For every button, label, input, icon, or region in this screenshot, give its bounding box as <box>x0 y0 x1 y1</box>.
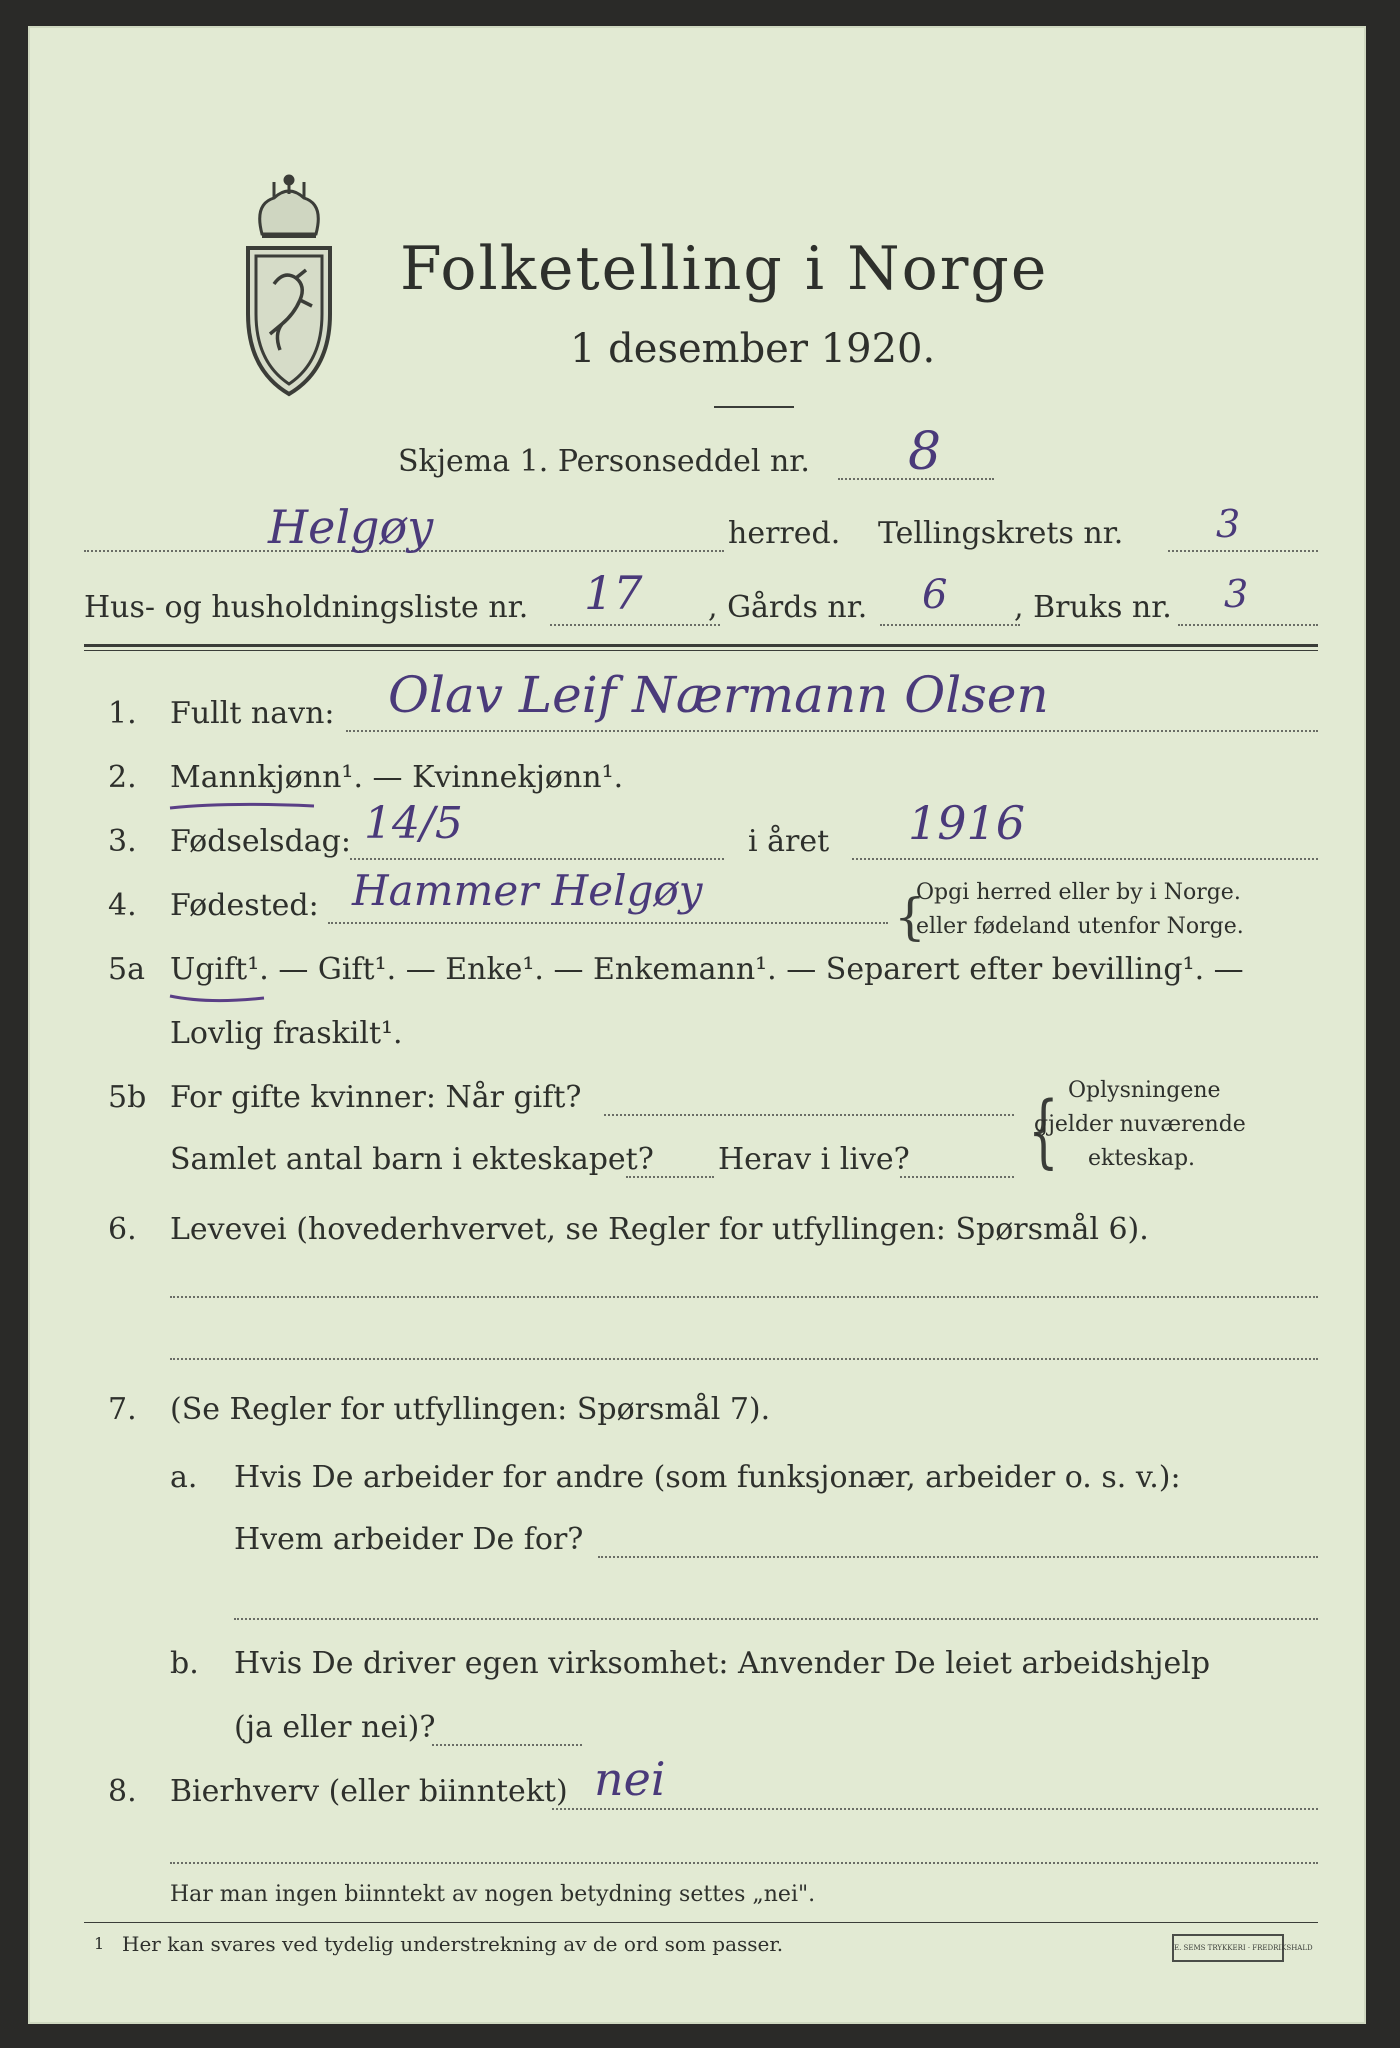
gards-value[interactable]: 6 <box>922 572 948 618</box>
q2-number: 2. <box>108 760 137 795</box>
q4-number: 4. <box>108 888 137 923</box>
q3-label: Fødselsdag: <box>170 824 351 859</box>
bruks-value[interactable]: 3 <box>1224 572 1249 616</box>
q7b-line-2: (ja eller nei)? <box>234 1710 436 1745</box>
sex-options[interactable]: Mannkjønn¹. — Kvinnekjønn¹. <box>170 760 624 795</box>
tellingskrets-line <box>1168 550 1318 552</box>
gards-label: , Gårds nr. <box>708 590 868 625</box>
q5a-number: 5a <box>108 952 145 987</box>
q7-number: 7. <box>108 1392 137 1427</box>
marriage-note-1: Oplysningene <box>1068 1078 1221 1103</box>
employer-line-2[interactable] <box>234 1618 1318 1620</box>
footnote-text: Her kan svares ved tydelig understrekning av de ord som passer. <box>122 1932 784 1956</box>
employer-line[interactable] <box>598 1556 1318 1558</box>
children-alive-label: Herav i live? <box>718 1142 910 1177</box>
q7b-label: b. <box>170 1646 199 1681</box>
q5b-number: 5b <box>108 1080 147 1115</box>
q7a-line-1: Hvis De arbeider for andre (som funksjonær, arbeider o. s. v.): <box>234 1460 1181 1495</box>
tellingskrets-label: Tellingskrets nr. <box>878 516 1124 551</box>
occupation-label: Levevei (hovederhvervet, se Regler for utfyllingen: Spørsmål 6). <box>170 1212 1149 1247</box>
married-when-label: For gifte kvinner: Når gift? <box>170 1080 582 1115</box>
ugift-underline-mark <box>168 990 268 1006</box>
marital-status-options[interactable]: Ugift¹. — Gift¹. — Enke¹. — Enkemann¹. — Separert efter bevilling¹. — <box>170 952 1244 987</box>
title-divider <box>714 406 794 408</box>
schema-label: Skjema 1. Personseddel nr. <box>398 444 810 479</box>
schema-number-value[interactable]: 8 <box>908 422 942 482</box>
full-name-value[interactable]: Olav Leif Nærmann Olsen <box>388 666 1049 724</box>
children-count-label: Samlet antal barn i ekteskapet? <box>170 1142 654 1177</box>
q7b-line-1: Hvis De driver egen virksomhet: Anvender De leiet arbeidshjelp <box>234 1646 1211 1681</box>
birthday-line <box>350 858 724 860</box>
q4-label: Fødested: <box>170 888 319 923</box>
children-alive-line[interactable] <box>900 1176 1014 1178</box>
gards-line <box>880 624 1020 626</box>
husholdningsliste-line <box>550 624 720 626</box>
full-name-line <box>346 730 1318 732</box>
side-income-line <box>552 1808 1318 1810</box>
q6-number: 6. <box>108 1212 137 1247</box>
marriage-note-brace: { <box>1028 1084 1059 1177</box>
q7a-label: a. <box>170 1460 198 1495</box>
herred-label: herred. <box>728 516 841 551</box>
q8-number: 8. <box>108 1774 137 1809</box>
year-label: i året <box>748 824 830 859</box>
hired-help-line[interactable] <box>432 1744 582 1746</box>
marriage-note-2: gjelder nuværende <box>1034 1112 1246 1137</box>
census-form-sheet <box>28 26 1366 2024</box>
bruks-line <box>1178 624 1318 626</box>
header-rule-2 <box>84 650 1318 651</box>
side-income-line-2[interactable] <box>170 1862 1318 1864</box>
marriage-note-3: ekteskap. <box>1088 1146 1196 1171</box>
herred-value[interactable]: Helgøy <box>268 500 434 554</box>
q3-number: 3. <box>108 824 137 859</box>
footnote-mark: 1 <box>94 1934 105 1953</box>
occupation-line-2[interactable] <box>170 1358 1318 1360</box>
husholdningsliste-value[interactable]: 17 <box>584 566 643 620</box>
married-when-line[interactable] <box>604 1114 1014 1116</box>
q7-text: (Se Regler for utfyllingen: Spørsmål 7). <box>170 1392 771 1427</box>
q1-label: Fullt navn: <box>170 696 335 731</box>
footnote-rule <box>84 1922 1318 1923</box>
birthplace-brace: { <box>894 888 926 946</box>
q7a-line-2: Hvem arbeider De for? <box>234 1522 584 1557</box>
coat-of-arms-icon <box>234 174 344 404</box>
birthplace-line <box>328 922 888 924</box>
birth-year-value[interactable]: 1916 <box>908 796 1026 850</box>
birth-year-line <box>852 858 1318 860</box>
side-income-note: Har man ingen biinntekt av nogen betydning settes „nei". <box>170 1882 816 1907</box>
census-date: 1 desember 1920. <box>570 326 936 372</box>
children-count-line[interactable] <box>626 1176 714 1178</box>
tellingskrets-value[interactable]: 3 <box>1216 502 1241 546</box>
birthday-value[interactable]: 14/5 <box>364 798 463 849</box>
form-title: Folketelling i Norge <box>400 234 1049 304</box>
q1-number: 1. <box>108 696 137 731</box>
bruks-label: , Bruks nr. <box>1014 590 1172 625</box>
side-income-value[interactable]: nei <box>594 1752 666 1806</box>
birthplace-value[interactable]: Hammer Helgøy <box>352 866 703 915</box>
occupation-line-1[interactable] <box>170 1296 1318 1298</box>
birthplace-note-1: Opgi herred eller by i Norge. <box>916 880 1241 905</box>
mannkjonn-underline-mark <box>168 798 318 814</box>
marital-status-options-2[interactable]: Lovlig fraskilt¹. <box>170 1016 403 1051</box>
header-rule-1 <box>84 644 1318 647</box>
birthplace-note-2: eller fødeland utenfor Norge. <box>916 914 1244 939</box>
side-income-label: Bierhverv (eller biinntekt) <box>170 1774 568 1809</box>
printer-stamp: E. SEMS TRYKKERI · FREDRIKSHALD <box>1172 1934 1284 1962</box>
husholdningsliste-label: Hus- og husholdningsliste nr. <box>84 590 529 625</box>
